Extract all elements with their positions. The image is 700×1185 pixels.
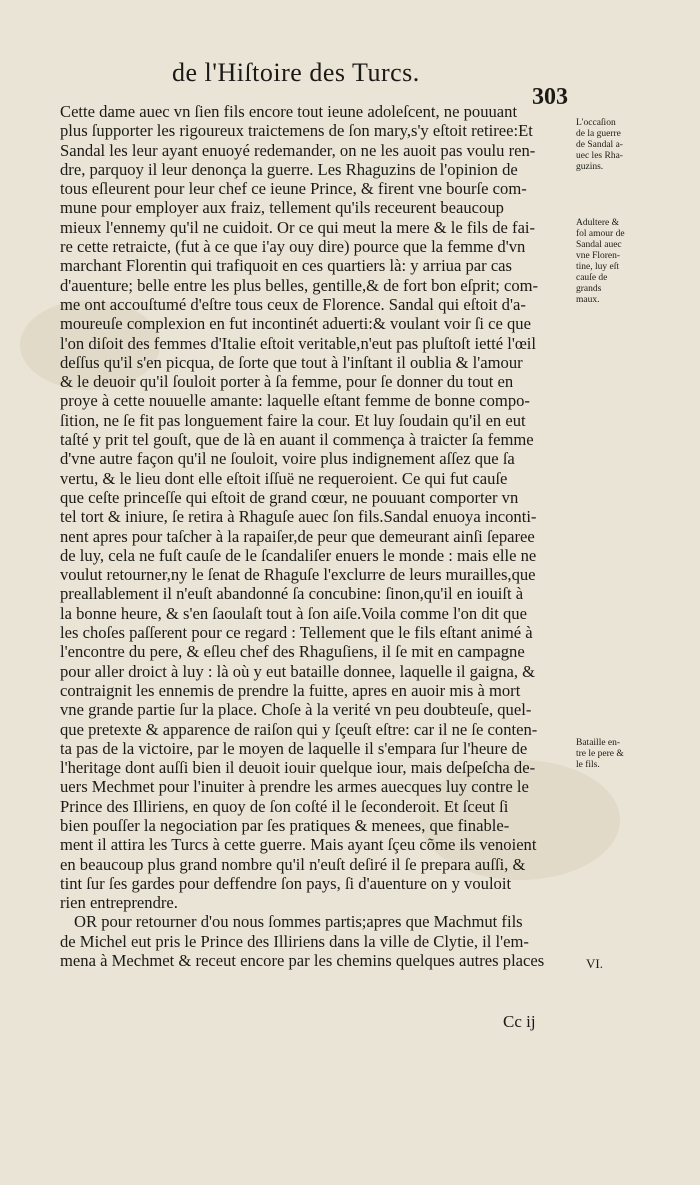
text-line: bien pouſſer la negociation par ſes pratiques & menees, que finable-	[60, 815, 510, 835]
margin-note-line: tre le pere &	[576, 749, 624, 759]
text-line: tous eſleurent pour leur chef ce ieune Prince, & firent vne bourſe com-	[60, 179, 527, 199]
margin-note-line: fol amour de	[576, 229, 625, 239]
text-line: ſition, ne ſe fit pas longuement faire la cour. Et luy ſoudain qu'il en eut	[60, 410, 526, 430]
text-line: de Michel eut pris le Prince des Illiriens dans la ville de Clytie, il l'em-	[60, 931, 529, 951]
text-line: Cette dame auec vn ſien fils encore tout ieune adoleſcent, ne pouuant	[60, 102, 518, 121]
text-line: dre, parquoy il leur denonça la guerre. Les Rhaguzins de l'opinion de	[60, 159, 518, 179]
margin-note-line: VI.	[586, 956, 603, 971]
text-line: l'encontre du pere, & eſleu chef des Rhaguſiens, il ſe mit en campagne	[60, 642, 525, 662]
text-line: Sandal les leur ayant enuoyé redemander, on ne les auoit pas voulu ren-	[60, 140, 536, 160]
text-line: Prince des Illiriens, en quoy de ſon coſté il le ſeconderoit. Et ſceut ſi	[60, 796, 509, 816]
text-line: que ceſte princeſſe qui eſtoit de grand cœur, ne pouuant comporter vn	[60, 487, 519, 507]
text-line: la bonne heure, & s'en ſaoulaſt tout à ſon aiſe.Voila comme l'on dit que	[60, 603, 527, 623]
text-line: nent apres pour taſcher à la rapaiſer,de peur que demeurant ainſi ſeparee	[60, 526, 535, 546]
text-line: ta pas de la victoire, par le moyen de laquelle il s'empara ſur l'heure de	[60, 738, 528, 758]
margin-note-section	[586, 958, 646, 969]
margin-note-adultere	[576, 218, 636, 306]
text-line: re cette retraicte, (fut à ce que i'ay ouy dire) pource que la femme d'vn	[60, 237, 526, 257]
text-line: plus ſupporter les rigoureux traictemens de ſon mary,s'y eſtoit retiree:Et	[60, 121, 533, 141]
running-head: de l'Hiſtoire des Turcs.	[172, 58, 420, 87]
margin-note-line: de la guerre	[576, 129, 621, 139]
text-line: rien entreprendre.	[60, 893, 178, 913]
margin-note-line: vne Floren-	[576, 251, 621, 261]
text-line: les choſes paſſerent pour ce regard : Tellement que le fils eſtant animé à	[60, 623, 533, 643]
margin-note-line: uec les Rha-	[576, 151, 623, 161]
text-line: d'vne autre façon qu'il ne ſouloit, voire plus indignement aſſez que ſa	[60, 449, 515, 469]
margin-note-line: L'occaſion	[576, 118, 616, 128]
margin-note-line: Adultere &	[576, 218, 620, 228]
text-line: vne grande partie ſur la place. Choſe à la verité vn peu doubteuſe, quel-	[60, 700, 532, 720]
text-line: mena à Mechmet & receut encore par les chemins quelques autres places	[60, 951, 545, 971]
page-number: 303	[532, 84, 568, 110]
text-line: taſté y prit tel gouſt, que de là en auant il commença à traicter ſa femme	[60, 430, 534, 450]
text-line: preallablement il n'euſt abandonné ſa concubine: ſinon,qu'il en iouiſt à	[60, 584, 524, 604]
margin-note-line: Sandal auec	[576, 240, 622, 250]
text-line: en beaucoup plus grand nombre qu'il n'euſt deſiré il ſe prepara auſſi, &	[60, 854, 526, 874]
margin-note-line: Bataille en-	[576, 738, 621, 748]
text-line: d'auenture; belle entre les plus belles, gentille,& de fort bon eſprit; com-	[60, 275, 539, 295]
text-line: mieux l'ennemy qu'il ne cuidoit. Or ce qui meut la mere & le fils de fai-	[60, 217, 536, 237]
text-line: moureuſe complexion en fut incontinét aduerti:& voulant voir ſi ce que	[60, 314, 531, 334]
text-line: tel tort & iniure, ſe retira à Rhaguſe auec ſon fils.Sandal enuoya inconti-	[60, 507, 537, 527]
text-line: ment il attira les Turcs à cette guerre. Mais ayant ſçeu cõme ils venoient	[60, 835, 537, 855]
text-line: mune pour employer aux fraiz, tellement qu'ils receurent beaucoup	[60, 198, 504, 218]
text-line: que pretexte & apparence de raiſon qui y ſçeuſt eſtre: car il ne ſe conten-	[60, 719, 538, 739]
text-line: de luy, cela ne fuſt cauſe de le ſcandaliſer enuers le monde : mais elle ne	[60, 545, 537, 565]
margin-note-line: le fils.	[576, 760, 600, 770]
text-line: pour aller droict à luy : là où y eut bataille donnee, laquelle il gaigna, &	[60, 661, 536, 681]
text-line: tint ſur ſes gardes pour deffendre ſon pays, ſi d'auenture on y vouloit	[60, 873, 512, 893]
text-line: l'heritage dont auſſi bien il deuoit iouir quelque iour, mais deſpeſcha de-	[60, 758, 536, 778]
text-line: voulut retourner,ny le ſenat de Rhaguſe l'exclurre de leurs murailles,que	[60, 565, 536, 585]
text-line: deſſus qu'il s'en picqua, de ſorte que tout à l'inſtant il oublia & l'amour	[60, 352, 523, 372]
text-line: marchant Florentin qui trafiquoit en ces quartiers là: y arriua par cas	[60, 256, 513, 276]
margin-note-line: de Sandal a-	[576, 140, 623, 150]
text-line: vertu, & le lieu dont elle eſtoit iſſuë ne requeroient. Ce qui fut cauſe	[60, 468, 508, 488]
body-text	[60, 102, 570, 970]
text-line: & le deuoir qu'il ſouloit porter à ſa femme, pour ſe donner du tout en	[60, 372, 514, 392]
signature-mark: Cc ij	[503, 1012, 536, 1031]
margin-note-occasion	[576, 118, 636, 173]
text-line: OR pour retourner d'ou nous ſommes partis;apres que Machmut fils	[74, 912, 523, 932]
margin-note-line: tine, luy eſt	[576, 262, 620, 272]
text-line: me ont accouſtumé d'eſtre tous ceux de Florence. Sandal qui eſtoit d'a-	[60, 294, 526, 314]
margin-note-line: maux.	[576, 295, 600, 305]
margin-note-line: guzins.	[576, 162, 604, 172]
text-line: proye à cette nouuelle amante: laquelle eſtant femme de bonne compo-	[60, 391, 530, 411]
margin-note-line: cauſe de	[576, 273, 608, 283]
text-line: l'on diſoit des femmes d'Italie eſtoit veritable,n'eut pas pluſtoſt ietté l'œil	[60, 333, 537, 353]
text-line: uers Mechmet pour l'inuiter à prendre les armes auecques luy contre le	[60, 777, 529, 797]
margin-note-line: grands	[576, 284, 602, 294]
margin-note-bataille	[576, 738, 636, 771]
text-line: contraignit les ennemis de prendre la fuitte, apres en auoir mis à mort	[60, 680, 521, 700]
